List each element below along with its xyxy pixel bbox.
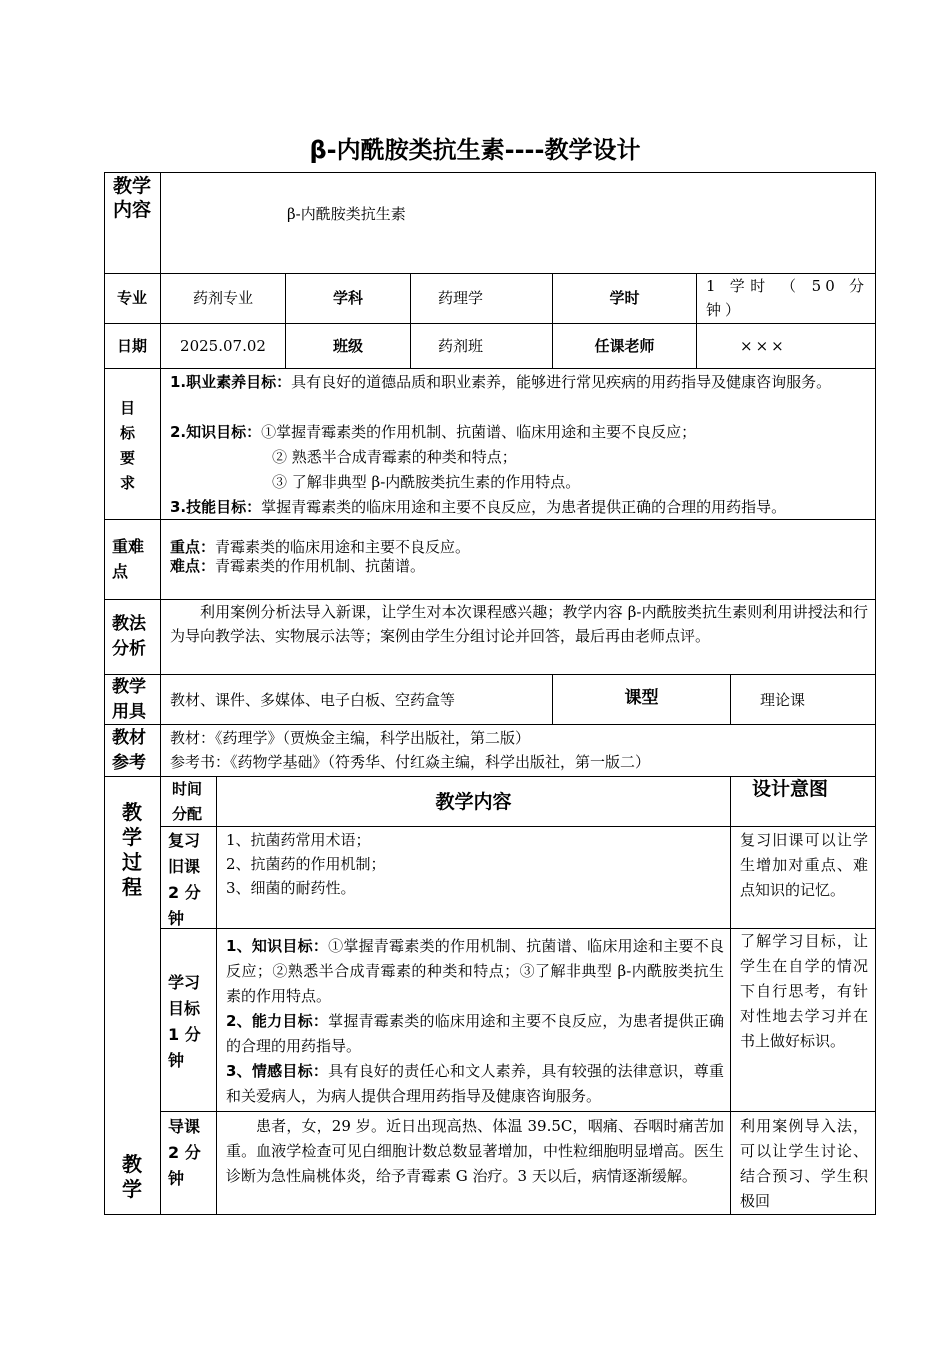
rule [160,826,876,827]
goal-professional-text: 具有良好的道德品质和职业素养，能够进行常见疾病的用药指导及健康咨询服务。 [291,373,832,391]
textbook: 教材：《药理学》（贾焕金主编，科学出版社，第二版） [170,729,531,747]
teacher-value: ××× [740,337,787,355]
col-content-header: 教学内容 [435,791,512,813]
intro-case: 患者，女，29 岁。近日出现高热、体温 39.5C，咽痛、吞咽时痛苦加重。血液学检查可见白细胞计数总数显著增加，中性粒细胞明显增高。医生诊断为急性扁桃体炎，给予青霉素 G 治疗。3 天以后，病情逐渐缓解。 [226,1117,724,1185]
goal-knowledge-head: 2.知识目标： [170,423,262,441]
key-point-head: 重点： [170,538,216,556]
intro-time: 导课2 分钟 [168,1117,201,1188]
hours-value: 1 学时 （ 50 分钟） [706,277,868,319]
intro-intent: 利用案例导入法，可以让学生讨论、结合预习、学生积极回 [740,1117,868,1210]
rule [104,519,876,520]
hard-point-text: 青霉素类的作用机制、抗菌谱。 [215,557,426,575]
rule [104,323,876,324]
rule [696,273,697,368]
major-value: 药剂专业 [192,289,253,307]
rule [410,273,411,368]
goals-label: 目标要求 [120,399,136,492]
key-points-label: 重难点 [112,537,145,581]
objectives-knowledge [226,934,724,1009]
subject-label: 学科 [332,289,363,307]
course-type-label: 课型 [624,688,659,708]
objectives-intent: 了解学习目标，让学生在自学的情况下自行思考，有针对性地去学习并在书上做好标识。 [740,932,868,1050]
goal-professional-head: 1.职业素养目标： [170,373,292,391]
class-value: 药剂班 [438,337,484,355]
content-label: 教学内容 [112,175,151,221]
rule [160,1111,876,1112]
rule [104,172,876,173]
materials-label: 教材参考 [112,728,146,773]
tools-label: 教学用具 [112,677,146,722]
goal-knowledge-c: ③ 了解非典型 β-内酰胺类抗生素的作用特点。 [272,473,581,491]
goal-skill-head: 3.技能目标： [170,498,262,516]
rule [216,776,217,1215]
review-item: 2、抗菌药的作用机制； [226,855,386,873]
date-label: 日期 [116,337,147,355]
objectives-ability-head: 2、能力目标： [226,1012,329,1030]
lesson-plan-table [104,172,876,1215]
date-value: 2025.07.02 [180,337,266,355]
review-item: 1、抗菌药常用术语； [226,831,371,849]
hours-label: 学时 [609,289,640,307]
goal-knowledge [170,420,696,444]
objectives-emotion-text: 具有良好的责任心和文人素养，具有较强的法律意识，尊重和关爱病人，为病人提供合理用药指导及健康咨询服务。 [226,1062,724,1105]
objectives-knowledge-head: 1、知识目标： [226,937,329,955]
rule [730,674,731,724]
rule [104,368,876,369]
rule [730,776,731,1215]
subject-value: 药理学 [438,289,484,307]
rule [104,674,876,675]
method-label: 教法分析 [112,614,146,659]
objectives-emotion [226,1059,724,1109]
hard-point-head: 难点： [170,557,216,575]
rule [104,724,876,725]
review-time: 复习旧课2 分钟 [168,831,201,928]
major-label: 专业 [116,289,147,307]
content-value: β-内酰胺类抗生素 [287,205,406,223]
process-label: 教学过程 [122,800,142,899]
hard-point [170,557,425,576]
objectives-time: 学习目标1 分钟 [168,973,201,1070]
goal-skill-text: 掌握青霉素类的临床用途和主要不良反应，为患者提供正确的合理的用药指导。 [261,498,787,516]
rule [160,172,161,1215]
teacher-label: 任课老师 [594,337,655,355]
process-label-continued: 教学 [122,1152,142,1201]
objectives-knowledge-text: ①掌握青霉素类的作用机制、抗菌谱、临床用途和主要不良反应；②熟悉半合成青霉素的种类和特点；③了解非典型 β-内酰胺类抗生素的作用特点。 [226,937,724,1005]
col-time-header: 时间分配 [172,780,203,823]
rule [104,172,105,1215]
tools-value: 教材、课件、多媒体、电子白板、空药盒等 [170,691,456,709]
course-type-value: 理论课 [760,691,806,709]
objectives-ability-text: 掌握青霉素类的临床用途和主要不良反应，为患者提供正确的合理的用药指导。 [226,1012,724,1055]
rule [875,172,876,1215]
goal-knowledge-a: ①掌握青霉素类的作用机制、抗菌谱、临床用途和主要不良反应； [261,423,697,441]
goal-skill [170,495,786,519]
goal-knowledge-b: ② 熟悉半合成青霉素的种类和特点； [272,448,517,466]
objectives-emotion-head: 3、情感目标： [226,1062,329,1080]
review-item: 3、细菌的耐药性。 [226,879,356,897]
objectives-ability [226,1009,724,1059]
review-intent: 复习旧课可以让学生增加对重点、难点知识的记忆。 [740,831,868,899]
goal-professional [170,370,870,394]
col-intent-header: 设计意图 [752,778,829,800]
reference-book: 参考书：《药物学基础》（符秀华、付红焱主编，科学出版社，第一版二） [170,753,651,771]
key-point [170,538,470,557]
key-point-text: 青霉素类的临床用途和主要不良反应。 [215,538,471,556]
class-label: 班级 [332,337,363,355]
method-text: 利用案例分析法导入新课，让学生对本次课程感兴趣；教学内容 β-内酰胺类抗生素则利用讲授法和行为导向教学法、实物展示法等；案例由学生分组讨论并回答，最后再由老师点评。 [170,603,868,645]
document-title: β-内酰胺类抗生素----教学设计 [309,136,641,164]
rule [104,1214,876,1215]
